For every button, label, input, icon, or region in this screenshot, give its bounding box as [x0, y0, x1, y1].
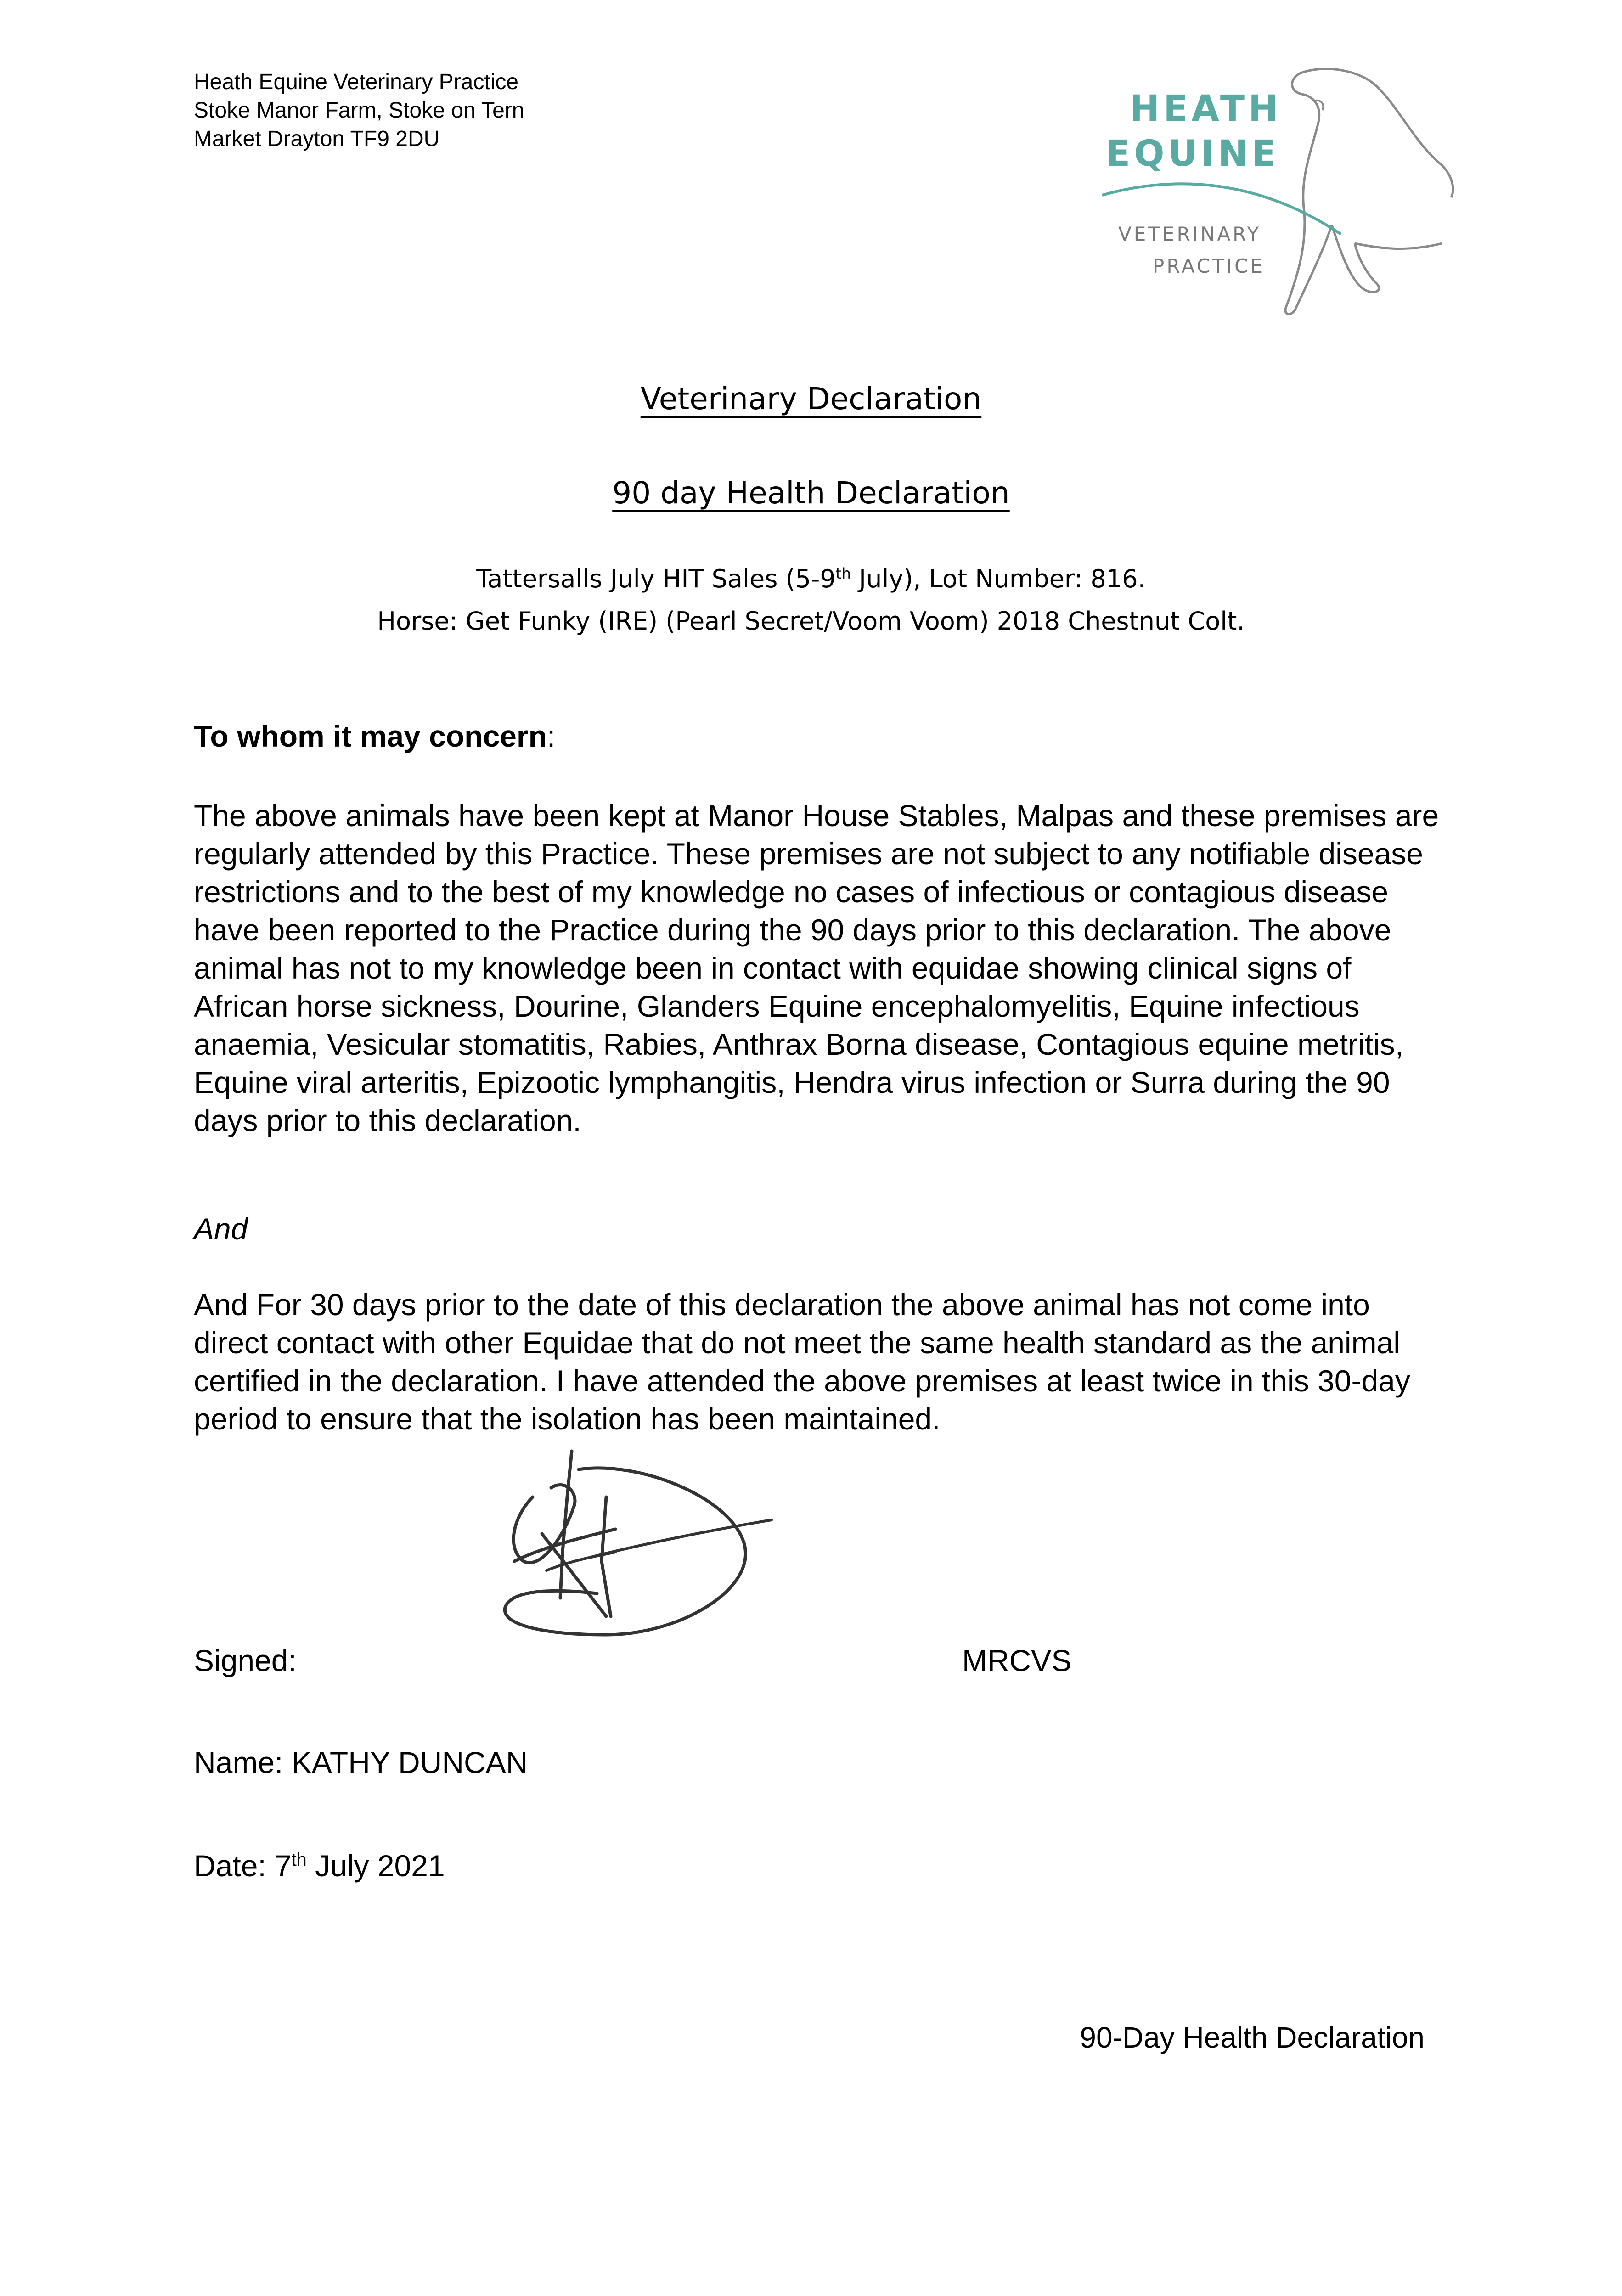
practice-logo: [1084, 60, 1470, 326]
date-sup: th: [291, 1850, 307, 1870]
date-prefix: Date: 7: [194, 1849, 292, 1883]
horse-line: Horse: Get Funky (IRE) (Pearl Secret/Voom Voom) 2018 Chestnut Colt.: [377, 607, 1245, 636]
date-suffix: July 2021: [306, 1849, 445, 1883]
signed-label: Signed:: [194, 1643, 297, 1677]
address-line-2: Stoke Manor Farm, Stoke on Tern: [194, 98, 524, 123]
logo-word-heath: HEATH: [1130, 88, 1282, 129]
greeting: [194, 719, 555, 754]
declaration-paragraph-1: The above animals have been kept at Manor House Stables, Malpas and these premises are regularly attended by this Practice. These premises are not subject to any notifiable disease restrictions and to the best of my knowledge no cases of infectious or contagious disease have been reported to the Practice during the 90 days prior to this declaration. The above animal has not to my knowledge been in contact with equidae showing clinical signs of African horse sickness, Dourine, Glanders Equine encephalomyelitis, Equine infectious anaemia, Vesicular stomatitis, Rabies, Anthrax Borna disease, Contagious equine metritis, Equine viral arteritis, Epizootic lymphangitis, Hendra virus infection or Surra during the 90 days prior to this declaration.: [194, 799, 1439, 1137]
page-footer: 90-Day Health Declaration: [1080, 2021, 1425, 2054]
document-title: Veterinary Declaration: [640, 381, 982, 416]
greeting-colon: :: [546, 719, 556, 753]
sale-line-prefix: Tattersalls July HIT Sales (5-9: [476, 564, 836, 593]
greeting-bold: To whom it may concern: [194, 719, 547, 753]
and-line: And: [194, 1212, 248, 1246]
declaration-date: [194, 1848, 445, 1883]
practice-address: [194, 68, 524, 153]
sale-line-suffix: July), Lot Number: 816.: [851, 564, 1146, 593]
logo-word-equine: EQUINE: [1106, 133, 1280, 174]
sale-line: [0, 558, 1622, 600]
logo-word-practice: PRACTICE: [1153, 255, 1265, 277]
sale-details: [0, 558, 1622, 642]
declaration-paragraph-2: And For 30 days prior to the date of this declaration the above animal has not come into direct contact with other Equidae that do not meet the same health standard as the animal certified in the declaration. I have attended the above premises at least twice in this 30-day period to ensure that the isolation has been maintained.: [194, 1288, 1410, 1436]
qualification-label: MRCVS: [962, 1643, 1072, 1677]
document-subtitle: 90 day Health Declaration: [612, 475, 1010, 511]
address-line-3: Market Drayton TF9 2DU: [194, 127, 440, 151]
sale-line-sup: th: [835, 565, 851, 582]
handwritten-signature: [487, 1442, 781, 1653]
logo-word-veterinary: VETERINARY: [1118, 223, 1262, 245]
address-line-1: Heath Equine Veterinary Practice: [194, 70, 519, 94]
signatory-name: Name: KATHY DUNCAN: [194, 1745, 528, 1779]
